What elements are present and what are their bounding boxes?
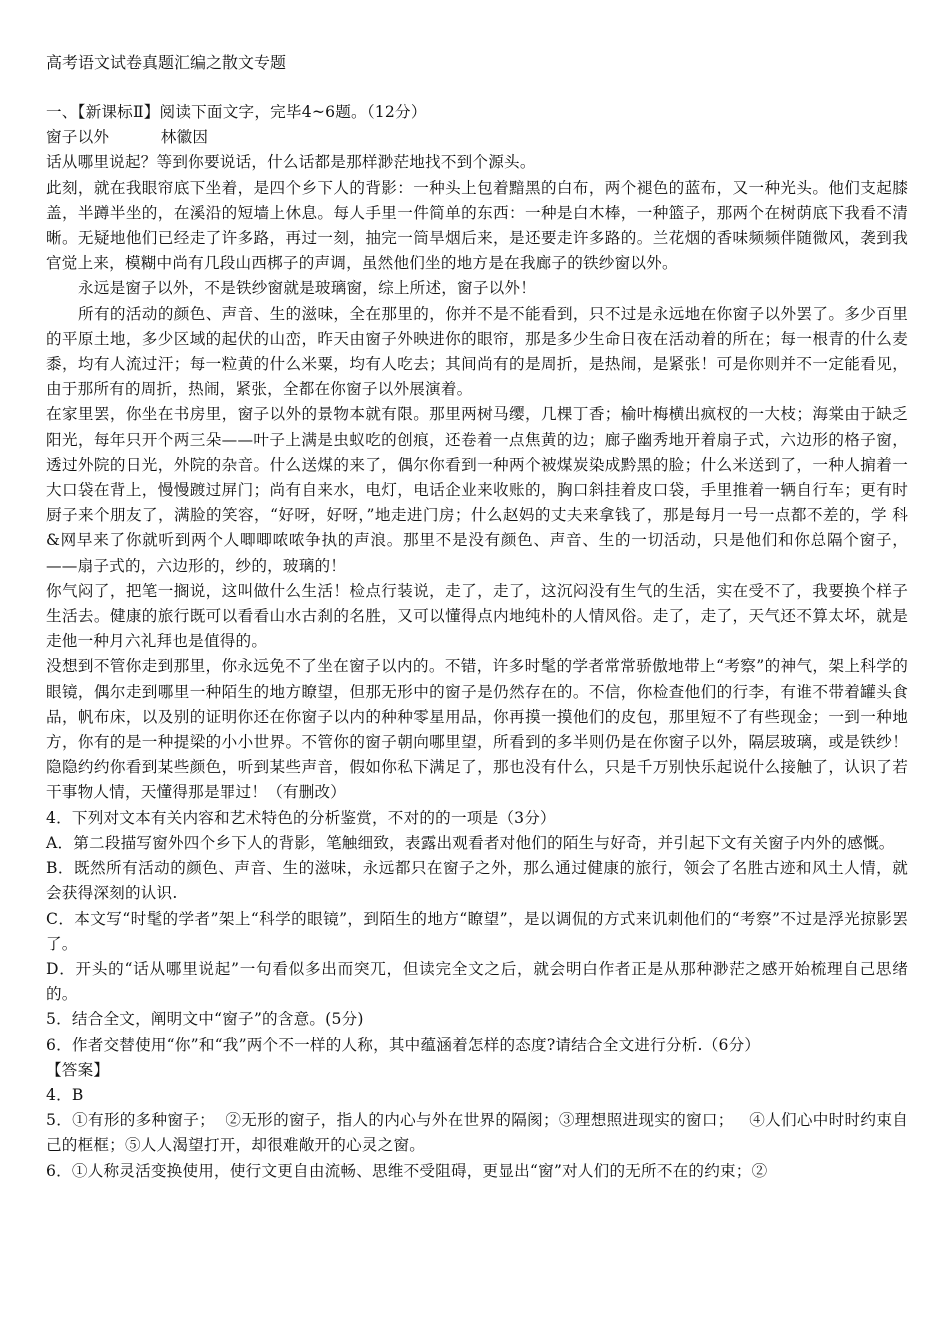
section-header: 一、【新课标Ⅱ】阅读下面文字，完毕4~6题。（12分） <box>46 103 427 121</box>
paragraph-travel: 你气闷了，把笔一搁说，这叫做什么生活！检点行装说，走了，走了，这沉闷没有生气的生活，实在受不了，我要换个样子生活去。健康的旅行既可以看看山水古刹的名胜，又可以懂得点内地纯朴的人情风俗。走了，走了，天气还不算太坏，就是走他一种月六礼拜也是值得的。 <box>46 581 908 651</box>
paragraph-window-outside: 永远是窗子以外，不是铁纱窗就是玻璃窗，综上所述，窗子以外！ <box>78 279 537 298</box>
paragraph-opening: 话从哪里说起？等到你要说话，什么话都是那样渺茫地找不到个源头。 <box>46 153 536 172</box>
question-4: 4．下列对文本有关内容和艺术特色的分析鉴赏，不对的的一项是（3分） <box>46 808 556 827</box>
article-byline <box>46 125 908 150</box>
paragraph-activities: 所有的活动的颜色、声音、生的滋味，全在那里的，你并不是不能看到，只不过是永远地在你窗子以外罢了。多少百里的平原土地，多少区域的起伏的山峦，昨天由窗子外映进你的眼帘，那是多少生命日夜在活动着的所在；每一根青的什么麦黍，均有人流过汗；每一粒黄的什么米粟，均有人吃去；其间尚有的是周折，是热闹，是紧张！可是你则并不一定能看见，由于那所有的周折，热闹，紧张，全都在你窗子以外展演着。 <box>46 304 908 399</box>
paragraph-four-villagers: 此刻，就在我眼帘底下坐着，是四个乡下人的背影：一种头上包着黯黑的白布，两个褪色的蓝布，又一种光头。他们支起膝盖，半蹲半坐的，在溪沿的短墙上休息。每人手里一件简单的东西：一种是白木棒，一种篮子，那两个在树荫底下我看不清晰。无疑地他们已经走了许多路，再过一刻，抽完一筒旱烟后来，是还要走许多路的。兰花烟的香味频频伴随微风，袭到我官觉上来，模糊中尚有几段山西梆子的声调，虽然他们坐的地方是在我廊子的铁纱窗以外。 <box>46 178 908 273</box>
option-d: D．开头的“话从哪里说起”一句看似多出而突兀，但读完全文之后，就会明白作者正是从那种渺茫之感开始梳理自己思绪的。 <box>46 959 908 1004</box>
option-a: A．第二段描写窗外四个乡下人的背影，笔触细致，表露出观看者对他们的陌生与好奇，并引起下文有关窗子内外的感慨。 <box>46 833 895 852</box>
document-body <box>46 100 908 1184</box>
option-b: B．既然所有活动的颜色、声音、生的滋味，永远都只在窗子之外，那么通过健康的旅行，领会了名胜古迹和风土人情，就会获得深刻的认识. <box>46 859 908 903</box>
answer-6: 6．①人称灵活变换使用，使行文更自由流畅、思维不受阻碍，更显出“窗”对人们的无所不在的约束；② <box>46 1161 768 1180</box>
article-author: 林徽因 <box>160 128 209 147</box>
question-5: 5．结合全文，阐明文中“窗子”的含意。(5分) <box>46 1010 364 1029</box>
question-6: 6．作者交替使用“你”和“我”两个不一样的人称，其中蕴涵着怎样的态度?请结合全文进行分析.（6分） <box>46 1035 761 1054</box>
answer-5: 5．①有形的多种窗子； ②无形的窗子，指人的内心与外在世界的隔阂；③理想照进现实的窗口； ④人们心中时时约束自己的框框；⑤人人渴望打开，却很难敞开的心灵之窗。 <box>46 1111 908 1155</box>
answer-4: 4．B <box>46 1085 84 1104</box>
paragraph-scholars: 没想到不管你走到那里，你永远免不了坐在窗子以内的。不错，许多时髦的学者常常骄傲地带上“考察”的神气，架上科学的眼镜，偶尔走到哪里一种陌生的地方瞭望，但那无形中的窗子是仍然存在的。不信，你检查他们的行李，有谁不带着罐头食品，帆布床，以及别的证明你还在你窗子以内的种种零星用品，你再摸一摸他们的皮包，那里短不了有些现金；一到一种地方，你有的是一种提梁的小小世界。不管你的窗子朝向哪里望，所看到的多半则仍是在你窗子以外，隔层玻璃，或是铁纱！隐隐约约你看到某些颜色，听到某些声音，假如你私下满足了，那也没有什么，只是千万别快乐起说什么接触了，认识了若干事物人情，天懂得那是罪过！（有删改） <box>46 657 908 802</box>
answer-label: 【答案】 <box>46 1060 110 1079</box>
option-c: C．本文写“时髦的学者”架上“科学的眼镜”，到陌生的地方“瞭望”，是以调侃的方式来讥刺他们的“考察”不过是浮光掠影罢了。 <box>46 909 908 953</box>
document-title: 高考语文试卷真题汇编之散文专题 <box>46 53 287 72</box>
article-title: 窗子以外 <box>46 128 110 147</box>
paragraph-at-home: 在家里罢，你坐在书房里，窗子以外的景物本就有限。那里两树马缨，几棵丁香；榆叶梅横出疯杈的一大枝；海棠由于缺乏阳光，每年只开个两三朵——叶子上满是虫蚁吃的创痕，还卷着一点焦黄的边；廊子幽秀地开着扇子式，六边形的格子窗，透过外院的日光，外院的杂音。什么送煤的来了，偶尔你看到一种两个被煤炭染成黔黑的脸；什么米送到了，一种人掮着一大口袋在背上，慢慢踱过屏门；尚有自来水，电灯，电话企业来收账的，胸口斜挂着皮口袋，手里推着一辆自行车；更有时厨子来个朋友了，满脸的笑容，“好呀，好呀，”地走进门房；什么赵妈的丈夫来拿钱了，那是每月一号一点都不差的，学 科&网早来了你就听到两个人唧唧哝哝争执的声浪。那里不是没有颜色、声音、生的一切活动，只是他们和你总隔个窗子，——扇子式的，六边形的，纱的，玻璃的！ <box>46 405 908 575</box>
